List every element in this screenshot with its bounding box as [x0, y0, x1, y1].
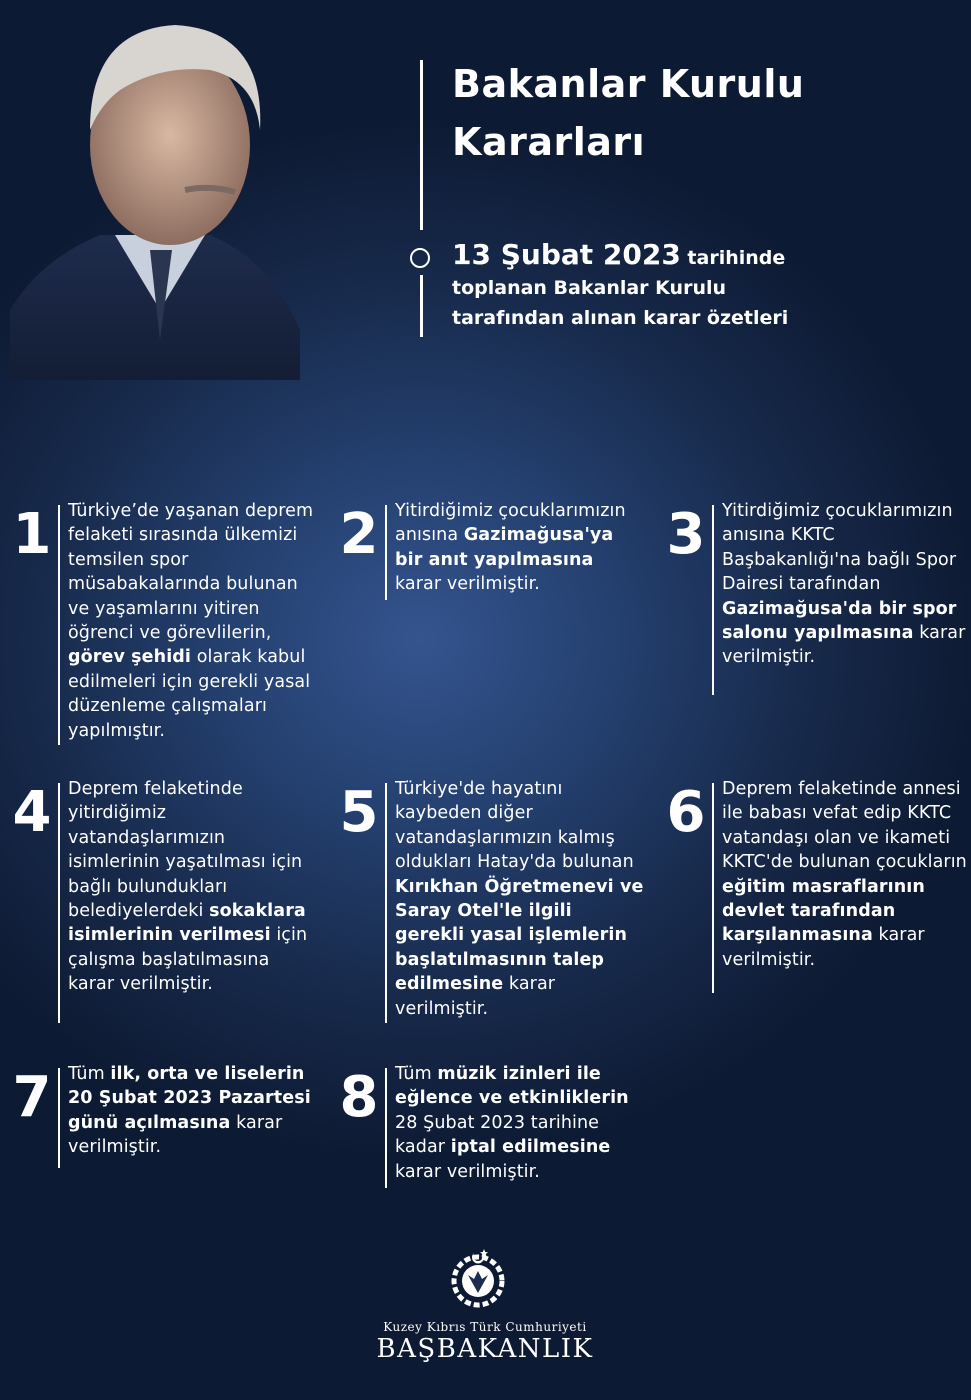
decision-text-part: 28 Şubat 2023 tarihine kadar — [395, 1112, 600, 1158]
decision-text-part: için çalışma başlatılmasına karar verilmiştir. — [68, 925, 308, 995]
decision-text-part: karar verilmiştir. — [395, 574, 540, 595]
minister-portrait — [10, 10, 300, 380]
decision-text-bold: Gazimağusa'da bir spor salonu yapılmasına — [722, 598, 957, 644]
decision-text — [722, 777, 971, 972]
decision-text — [68, 1062, 318, 1160]
decision-text — [395, 1062, 645, 1184]
decision-number: 2 — [339, 502, 379, 567]
decision-text-part: olarak kabul edilmeleri için gerekli yasal düzenleme çalışmaları yapılmıştır. — [68, 647, 311, 741]
decision-text-part: Türkiye’de yaşanan deprem felaketi sırasında ülkemizi temsilen spor müsabakalarında bulunan ve yaşamlarını yitiren öğrenci ve görevlilerin, — [68, 501, 314, 644]
decision-number: 5 — [339, 780, 379, 845]
footer-org-line: Kuzey Kıbrıs Türk Cumhuriyeti — [383, 1320, 587, 1334]
decision-text-part: Tüm — [395, 1064, 438, 1084]
decision-text-bold: eğitim masraflarının devlet tarafından karşılanmasına — [722, 876, 925, 946]
decision-number: 8 — [339, 1065, 379, 1130]
decision-number: 3 — [666, 502, 706, 567]
decision-divider — [712, 505, 714, 695]
page-subtitle — [452, 240, 932, 333]
decision-text — [395, 777, 645, 1021]
decision-text — [68, 777, 318, 997]
decision-divider — [385, 783, 387, 1023]
decision-text-part: karar verilmiştir. — [395, 974, 556, 1019]
decision-number: 6 — [666, 780, 706, 845]
subtitle-date: 13 Şubat 2023 — [452, 238, 681, 271]
decision-divider — [385, 505, 387, 600]
decision-text-part: Tüm — [68, 1064, 111, 1084]
title-line-2: Kararları — [452, 120, 646, 164]
decision-text-part: karar verilmiştir. — [395, 1161, 540, 1182]
decision-text-bold: ilk, orta ve liselerin 20 Şubat 2023 Pazartesi günü açılmasına — [68, 1064, 311, 1133]
decision-text-part: Yitirdiğimiz çocuklarımızın anısına — [395, 501, 626, 546]
decision-number: 1 — [12, 502, 52, 567]
decision-text-part: Türkiye'de hayatını kaybeden diğer vatandaşlarımızın kalmış oldukları Hatay'da bulunan — [395, 779, 634, 873]
footer-org-name: BAŞBAKANLIK — [376, 1334, 594, 1364]
decision-text-part: karar verilmiştir. — [722, 925, 925, 970]
subtitle-text-3: tarafından alınan karar özetleri — [452, 307, 789, 329]
decision-text-part: Deprem felaketinde annesi ile babası vefat edip KKTC vatandaşı olan ve ikameti KKTC'de bulunan çocukların — [722, 779, 967, 873]
title-line-1: Bakanlar Kurulu — [452, 62, 805, 106]
circle-marker — [410, 248, 430, 268]
decision-divider — [58, 1068, 60, 1168]
decision-divider — [58, 505, 60, 745]
decision-text-bold: Kırıkhan Öğretmenevi ve Saray Otel'le ilgili gerekli yasal işlemlerin başlatılmasının talep edilmesine — [395, 876, 644, 995]
decision-text — [395, 499, 645, 597]
subtitle-text-2: toplanan Bakanlar Kurulu — [452, 277, 727, 299]
decision-divider — [712, 783, 714, 993]
decision-text-bold: görev şehidi — [68, 647, 192, 668]
decision-divider — [58, 783, 60, 1023]
decision-text — [68, 499, 318, 743]
decision-text-part: karar verilmiştir. — [722, 623, 966, 668]
decision-text-part: karar verilmiştir. — [68, 1112, 283, 1158]
decision-number: 7 — [12, 1065, 52, 1130]
government-emblem-icon — [446, 1245, 510, 1309]
decision-text-part: Deprem felaketinde yitirdiğimiz vatandaşlarımızın isimlerinin yaşatılması için bağlı bulundukları belediyelerdeki — [68, 779, 303, 922]
decision-text-bold: müzik izinleri ile eğlence ve etkinliklerin — [395, 1064, 629, 1109]
decision-text-bold: Gazimağusa'ya bir anıt yapılmasına — [395, 525, 614, 570]
decision-text-part: Yitirdiğimiz çocuklarımızın anısına KKTC Başbakanlığı'na bağlı Spor Dairesi tarafından — [722, 501, 957, 595]
subtitle-divider — [420, 275, 423, 337]
decision-text-bold: iptal edilmesine — [450, 1137, 611, 1158]
decision-divider — [385, 1068, 387, 1188]
decision-text — [722, 499, 971, 670]
subtitle-text-1: tarihinde — [680, 247, 786, 269]
decision-number: 4 — [12, 780, 52, 845]
title-divider — [420, 60, 423, 230]
page-title — [452, 55, 912, 171]
decision-text-bold: sokaklara isimlerinin verilmesi — [68, 901, 306, 946]
